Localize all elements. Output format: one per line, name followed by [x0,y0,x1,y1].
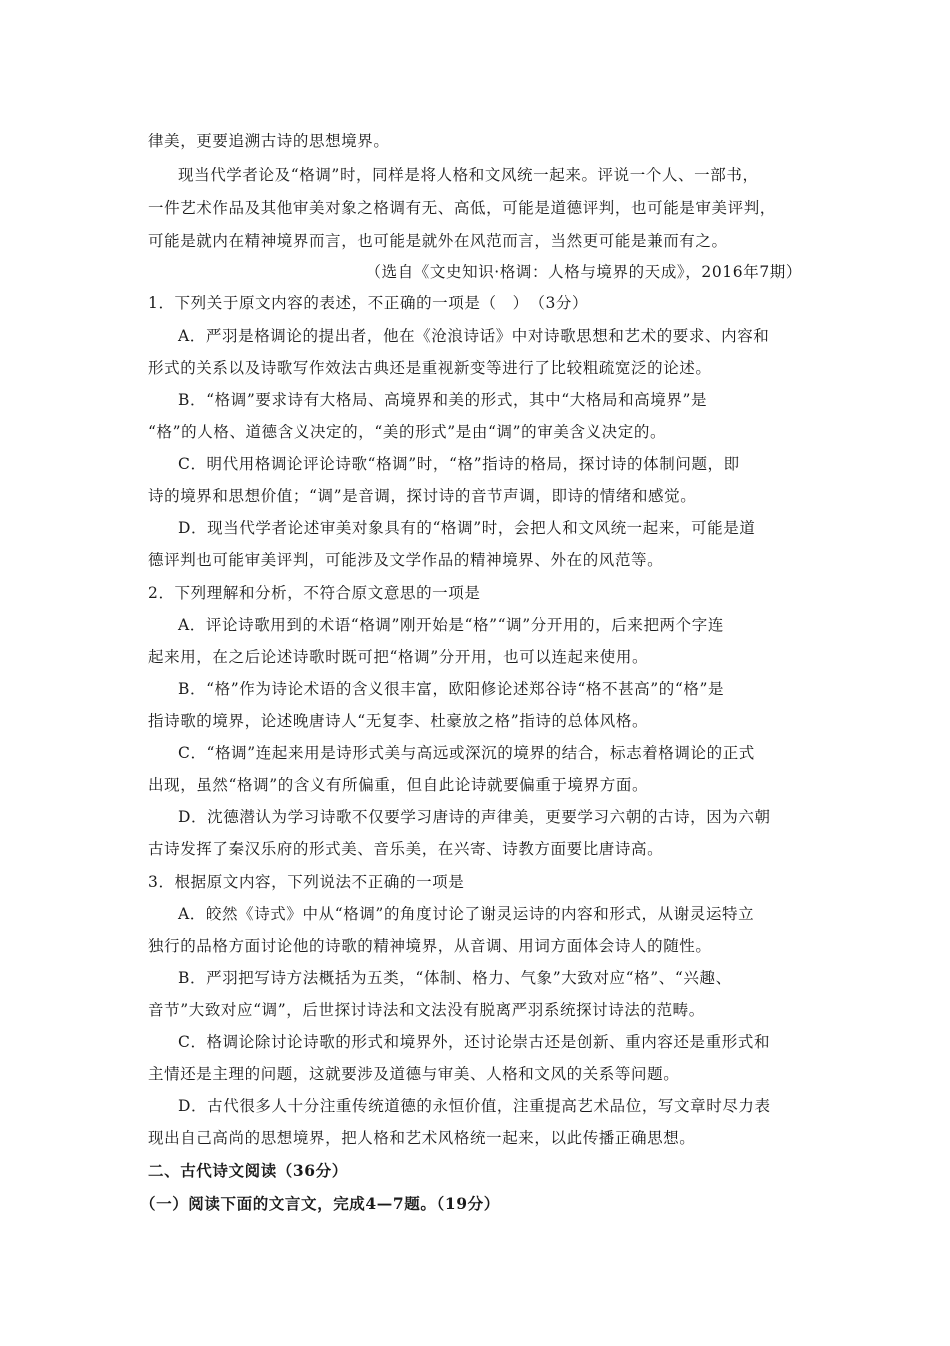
q1-option-a-line-2: 形式的关系以及诗歌写作效法古典还是重视新变等进行了比较粗疏宽泛的论述。 [148,359,712,377]
q3-option-d-line-1: D．古代很多人十分注重传统道德的永恒价值，注重提高艺术品位，写文章时尽力表 [178,1097,771,1115]
q1-option-c-line-1: C．明代用格调论评论诗歌“格调”时，“格”指诗的格局，探讨诗的体制问题，即 [178,455,740,473]
q3-option-d-line-2: 现出自己高尚的思想境界，把人格和艺术风格统一起来，以此传播正确思想。 [148,1129,696,1147]
source-citation: （选自《文史知识·格调：人格与境界的天成》，2016年7期） [365,263,802,281]
q1-option-c-line-2: 诗的境界和思想价值；“调”是音调，探讨诗的音节声调，即诗的情绪和感觉。 [148,487,697,505]
q3-option-a-line-2: 独行的品格方面讨论他的诗歌的精神境界，从音调、用词方面体会诗人的随性。 [148,937,712,955]
q1-option-b-line-2: “格”的人格、道德含义决定的，“美的形式”是由“调”的审美含义决定的。 [148,423,667,441]
q1-option-b-line-1: B．“格调”要求诗有大格局、高境界和美的形式，其中“大格局和高境界”是 [178,391,708,409]
q2-option-b-line-1: B．“格”作为诗论术语的含义很丰富，欧阳修论述郑谷诗“格不甚高”的“格”是 [178,680,725,698]
section-2-subheading: （一）阅读下面的文言文，完成4—7题。（19分） [140,1194,500,1213]
q3-option-c-line-1: C．格调论除讨论诗歌的形式和境界外，还讨论崇古还是创新、重内容还是重形式和 [178,1033,771,1051]
question-2-stem: 2．下列理解和分析，不符合原文意思的一项是 [148,584,481,602]
q3-option-b-line-2: 音节”大致对应“调”，后世探讨诗法和文法没有脱离严羽系统探讨诗法的范畴。 [148,1001,705,1019]
q1-option-a-line-1: A．严羽是格调论的提出者，他在《沧浪诗话》中对诗歌思想和艺术的要求、内容和 [178,327,770,345]
q3-option-a-line-1: A．皎然《诗式》中从“格调”的角度讨论了谢灵运诗的内容和形式，从谢灵运特立 [178,905,755,923]
q3-option-b-line-1: B．严羽把写诗方法概括为五类，“体制、格力、气象”大致对应“格”、“兴趣、 [178,969,732,987]
q1-option-d-line-1: D．现当代学者论述审美对象具有的“格调”时，会把人和文风统一起来，可能是道 [178,519,756,537]
q2-option-b-line-2: 指诗歌的境界，论述晚唐诗人“无复李、杜豪放之格”指诗的总体风格。 [148,712,649,730]
intro-line-1: 律美，更要追溯古诗的思想境界。 [148,132,390,150]
q3-option-c-line-2: 主情还是主理的问题，这就要涉及道德与审美、人格和文风的关系等问题。 [148,1065,680,1083]
q2-option-c-line-1: C．“格调”连起来用是诗形式美与高远或深沉的境界的结合，标志着格调论的正式 [178,744,755,762]
q2-option-a-line-2: 起来用，在之后论述诗歌时既可把“格调”分开用，也可以连起来使用。 [148,648,649,666]
question-1-stem: 1．下列关于原文内容的表述，不正确的一项是（ ） （3分） [148,294,589,312]
question-3-stem: 3．根据原文内容，下列说法不正确的一项是 [148,873,465,891]
q2-option-d-line-2: 古诗发挥了秦汉乐府的形式美、音乐美，在兴寄、诗教方面要比唐诗高。 [148,840,664,858]
intro-line-2: 现当代学者论及“格调”时，同样是将人格和文风统一起来。评说一个人、一部书， [178,166,759,184]
q2-option-c-line-2: 出现，虽然“格调”的含义有所偏重，但自此论诗就要偏重于境界方面。 [148,776,649,794]
q2-option-a-line-1: A．评论诗歌用到的术语“格调”刚开始是“格”“调”分开用的，后来把两个字连 [178,616,724,634]
q1-option-d-line-2: 德评判也可能审美评判，可能涉及文学作品的精神境界、外在的风范等。 [148,551,664,569]
q2-option-d-line-1: D．沈德潜认为学习诗歌不仅要学习唐诗的声律美，更要学习六朝的古诗，因为六朝 [178,808,771,826]
section-2-heading: 二、古代诗文阅读（36分） [148,1161,348,1180]
intro-line-4: 可能是就内在精神境界而言，也可能是就外在风范而言，当然更可能是兼而有之。 [148,232,728,250]
intro-line-3: 一件艺术作品及其他审美对象之格调有无、高低，可能是道德评判，也可能是审美评判， [148,199,776,217]
